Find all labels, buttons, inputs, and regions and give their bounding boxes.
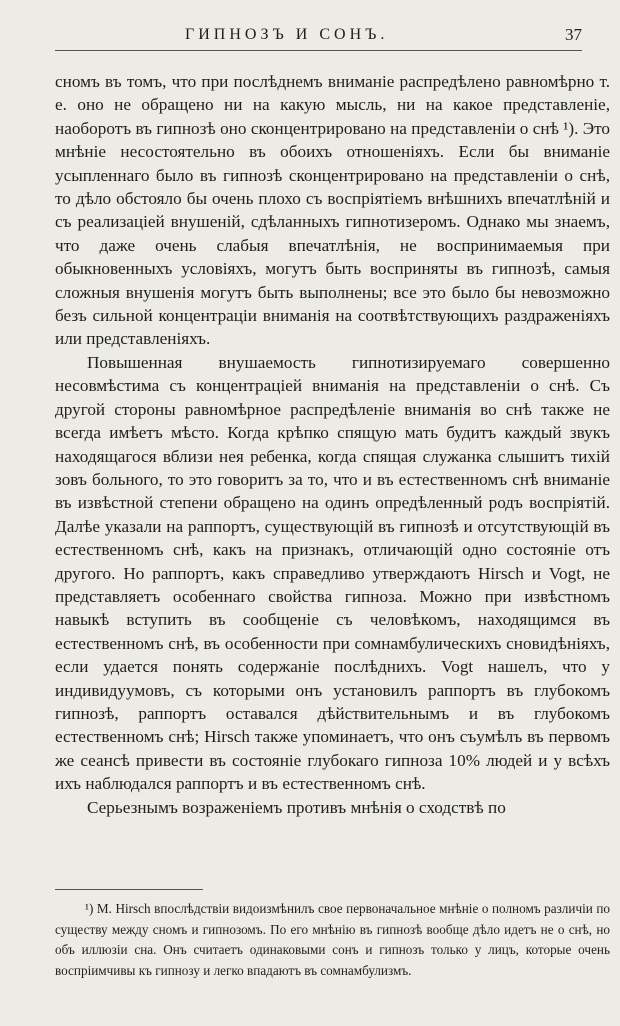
body-text xyxy=(55,70,610,819)
running-header xyxy=(55,24,582,51)
paragraph-continuation: сномъ въ томъ, что при послѣднемъ вниманіе распредѣлено равномѣрно т. е. оно не обращено ни на какую мысль, ни на какое представленіе, наоборотъ въ гипнозѣ оно сконцентрировано на представленіи о снѣ ¹). Это мнѣніе несостоятельно въ обоихъ отношеніяхъ. Если бы вниманіе усыпленнаго было въ гипнозѣ сконцентрировано на представленіи о снѣ, то дѣло обстояло бы очень плохо съ воспріятіемъ внѣшнихъ впечатлѣній и съ реализаціей внушеній, сдѣланныхъ гипнотизеромъ. Однако мы знаемъ, что даже очень слабыя впечатлѣнія, не воспринимаемыя при обыкновенныхъ условіяхъ, могутъ быть восприняты въ гипнозѣ, самыя сложныя внушенія могутъ быть выполнены; все это было бы невозможно безъ сильной концентраціи вниманія на соотвѣтствующихъ раздраженіяхъ или представленіяхъ. xyxy=(55,72,610,349)
footnote-rule xyxy=(55,889,203,890)
paragraph-last: Серьезнымъ возраженіемъ противъ мнѣнія о сходствѣ по xyxy=(87,797,506,817)
running-title: ГИПНОЗЪ И СОНЪ. xyxy=(185,26,389,43)
footnote xyxy=(55,899,610,981)
footnote-text: ¹) M. Hirsch впослѣдствіи видоизмѣнилъ свое первоначальное мнѣніе о полномъ различіи по существу между сномъ и гипнозомъ. По его мнѣнію въ гипнозѣ вообще дѣло идетъ не о снѣ, но объ иллюзіи сна. Онъ считаетъ одинаковыми сонъ и гипнозъ только у лицъ, которые очень воспріимчивы къ гипнозу и легко впадаютъ въ сомнамбулизмъ. xyxy=(55,901,610,978)
page-number: 37 xyxy=(565,25,582,44)
paragraph: Повышенная внушаемость гипнотизируемаго совершенно несовмѣстима съ концентраціей вниманія на представленіи о снѣ. Съ другой стороны равномѣрное распредѣленіе вниманія во снѣ также не всегда имѣетъ мѣсто. Когда крѣпко спящую мать будитъ каждый звукъ находящагося вблизи нея ребенка, когда спящая служанка слышитъ тихій зовъ больного, то это говоритъ за то, что и въ естественномъ снѣ вниманіе въ извѣстной степени обращено на одинъ опредѣленный родъ воспріятій. Далѣе указали на раппортъ, существующій въ гипнозѣ и отсутствующій въ естественномъ снѣ, какъ на признакъ, отличающій одно состояніе отъ другого. Но раппортъ, какъ справедливо утверждаютъ Hirsch и Vogt, не представляетъ особеннаго свойства гипноза. Можно при извѣстномъ навыкѣ вступить въ сообщеніе съ человѣкомъ, находящимся въ естественномъ снѣ, въ особенности при сомнамбулическихъ сновидѣніяхъ, если удается понять содержаніе послѣднихъ. Vogt нашелъ, что у индивидуумовъ, съ которыми онъ установилъ раппортъ въ глубокомъ гипнозѣ, раппортъ оставался дѣйствительнымъ и въ глубокомъ естественномъ снѣ; Hirsch также упоминаетъ, что онъ съумѣлъ въ первомъ же сеансѣ привести въ состояніе глубокаго гипноза 10% людей и у всѣхъ ихъ наблюдался раппортъ и въ естественномъ снѣ. xyxy=(55,352,610,794)
